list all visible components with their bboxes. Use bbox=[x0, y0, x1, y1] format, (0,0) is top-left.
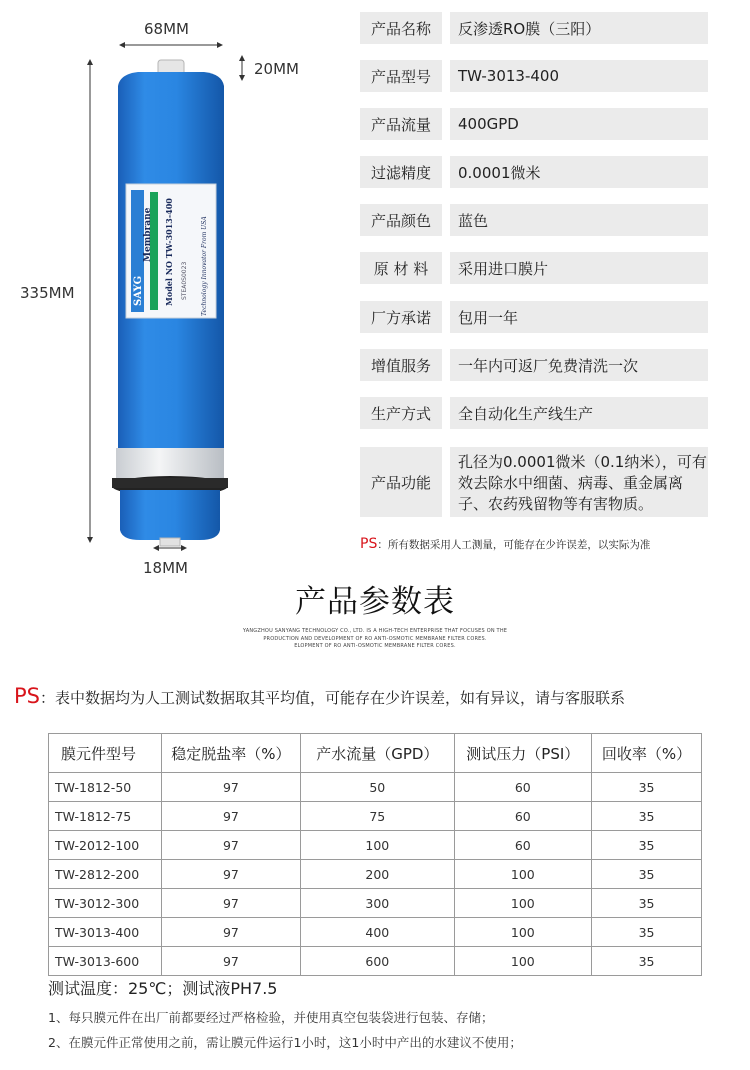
spec-label: 产品名称 bbox=[360, 12, 442, 44]
table-cell: 97 bbox=[161, 889, 300, 918]
spec-label: 生产方式 bbox=[360, 397, 442, 429]
spec-value: 一年内可返厂免费清洗一次 bbox=[450, 349, 708, 381]
ps-big-text: ：表中数据均为人工测试数据取其平均值，可能存在少许误差，如有异议，请与客服联系 bbox=[40, 689, 626, 707]
spec-label: 产品流量 bbox=[360, 108, 442, 140]
ps-small-prefix: PS bbox=[360, 536, 378, 552]
table-header: 产水流量（GPD） bbox=[301, 734, 454, 773]
table-cell: 35 bbox=[592, 860, 702, 889]
table-body bbox=[49, 773, 702, 976]
table-cell: 50 bbox=[301, 773, 454, 802]
table-cell: 100 bbox=[454, 889, 592, 918]
table-row bbox=[49, 947, 702, 976]
section-subtitle-line: YANGZHOU SANYANG TECHNOLOGY CO., LTD. IS A HIGH-TECH ENTERPRISE THAT FOCUSES ON THE bbox=[242, 628, 508, 634]
table-cell: 35 bbox=[592, 889, 702, 918]
note-1: 1、每只膜元件在出厂前都要经过严格检验，并使用真空包装袋进行包装、存储； bbox=[48, 1010, 494, 1025]
table-cell: 97 bbox=[161, 860, 300, 889]
table-cell: 100 bbox=[301, 831, 454, 860]
table-cell: 100 bbox=[454, 918, 592, 947]
table-header-row bbox=[49, 734, 702, 773]
spec-value: 孔径为0.0001微米（0.1纳米），可有效去除水中细菌、病毒、重金属离子、农药残留物等有害物质。 bbox=[450, 447, 708, 517]
table-cell: 60 bbox=[454, 802, 592, 831]
table-row bbox=[49, 889, 702, 918]
table-cell: 200 bbox=[301, 860, 454, 889]
section-title: 产品参数表 bbox=[295, 584, 455, 620]
table-cell: 35 bbox=[592, 918, 702, 947]
table-header: 测试压力（PSI） bbox=[454, 734, 592, 773]
width-label: 68MM bbox=[144, 20, 189, 38]
ps-big-prefix: PS bbox=[14, 684, 40, 708]
parameter-table bbox=[48, 733, 702, 976]
bottom-label: 18MM bbox=[143, 559, 188, 577]
table-cell: 60 bbox=[454, 831, 592, 860]
table-header: 稳定脱盐率（%） bbox=[161, 734, 300, 773]
table-cell: 97 bbox=[161, 802, 300, 831]
table-cell: 600 bbox=[301, 947, 454, 976]
table-row bbox=[49, 860, 702, 889]
spec-value: TW-3013-400 bbox=[450, 60, 708, 92]
note-2: 2、在膜元件正常使用之前，需让膜元件运行1小时，这1小时中产出的水建议不使用； bbox=[48, 1035, 522, 1050]
membrane-lower-body bbox=[120, 490, 220, 540]
label-model: Model NO TW-3013-400 bbox=[164, 198, 174, 306]
label-serial: STEA0S0023 bbox=[181, 261, 188, 300]
spec-label: 产品功能 bbox=[360, 447, 442, 517]
table-cell: 97 bbox=[161, 918, 300, 947]
table-cell: 35 bbox=[592, 773, 702, 802]
table-cell: 100 bbox=[454, 947, 592, 976]
spec-label: 增值服务 bbox=[360, 349, 442, 381]
spec-label: 过滤精度 bbox=[360, 156, 442, 188]
table-cell: 300 bbox=[301, 889, 454, 918]
test-conditions: 测试温度：25℃；测试液PH7.5 bbox=[48, 979, 278, 998]
label-footer: Technology Innovator From USA bbox=[201, 216, 208, 316]
table-header: 膜元件型号 bbox=[49, 734, 162, 773]
spec-value: 0.0001微米 bbox=[450, 156, 708, 188]
table-cell: 35 bbox=[592, 947, 702, 976]
table-header: 回收率（%） bbox=[592, 734, 702, 773]
table-cell: 97 bbox=[161, 831, 300, 860]
spec-label: 产品型号 bbox=[360, 60, 442, 92]
white-ring bbox=[116, 448, 224, 478]
table-row bbox=[49, 831, 702, 860]
table-cell: TW-3013-400 bbox=[49, 918, 162, 947]
cap-label: 20MM bbox=[254, 60, 299, 78]
spec-label: 原 材 料 bbox=[360, 252, 442, 284]
spec-label: 产品颜色 bbox=[360, 204, 442, 236]
table-cell: TW-2012-100 bbox=[49, 831, 162, 860]
table-cell: 75 bbox=[301, 802, 454, 831]
table-cell: TW-1812-50 bbox=[49, 773, 162, 802]
table-cell: 97 bbox=[161, 947, 300, 976]
table-cell: 60 bbox=[454, 773, 592, 802]
section-subtitle-line: PRODUCTION AND DEVELOPMENT OF RO ANTI-OSMOTIC MEMBRANE FILTER CORES. bbox=[263, 636, 487, 642]
spec-value: 全自动化生产线生产 bbox=[450, 397, 708, 429]
table-cell: 35 bbox=[592, 802, 702, 831]
table-cell: TW-3012-300 bbox=[49, 889, 162, 918]
table-row bbox=[49, 918, 702, 947]
spec-value: 蓝色 bbox=[450, 204, 708, 236]
ps-note-big bbox=[14, 684, 625, 708]
table-cell: 100 bbox=[454, 860, 592, 889]
table-cell: TW-3013-600 bbox=[49, 947, 162, 976]
ps-small-text: ：所有数据采用人工测量，可能存在少许误差，以实际为准 bbox=[377, 539, 651, 551]
ps-note-small bbox=[360, 536, 650, 552]
table-cell: 35 bbox=[592, 831, 702, 860]
spec-value: 采用进口膜片 bbox=[450, 252, 708, 284]
label-type: Membrane bbox=[143, 207, 153, 262]
section-subtitle-line: ELOPMENT OF RO ANTI-OSMOTIC MEMBRANE FILTER CORES. bbox=[294, 643, 456, 649]
height-label: 335MM bbox=[20, 284, 75, 302]
label-brand: SAYG bbox=[133, 275, 144, 306]
table-cell: TW-1812-75 bbox=[49, 802, 162, 831]
table-cell: 400 bbox=[301, 918, 454, 947]
table-row bbox=[49, 802, 702, 831]
spec-value: 包用一年 bbox=[450, 301, 708, 333]
spec-label: 厂方承诺 bbox=[360, 301, 442, 333]
table-cell: 97 bbox=[161, 773, 300, 802]
spec-value: 反渗透RO膜（三阳） bbox=[450, 12, 708, 44]
spec-value: 400GPD bbox=[450, 108, 708, 140]
table-cell: TW-2812-200 bbox=[49, 860, 162, 889]
table-row bbox=[49, 773, 702, 802]
